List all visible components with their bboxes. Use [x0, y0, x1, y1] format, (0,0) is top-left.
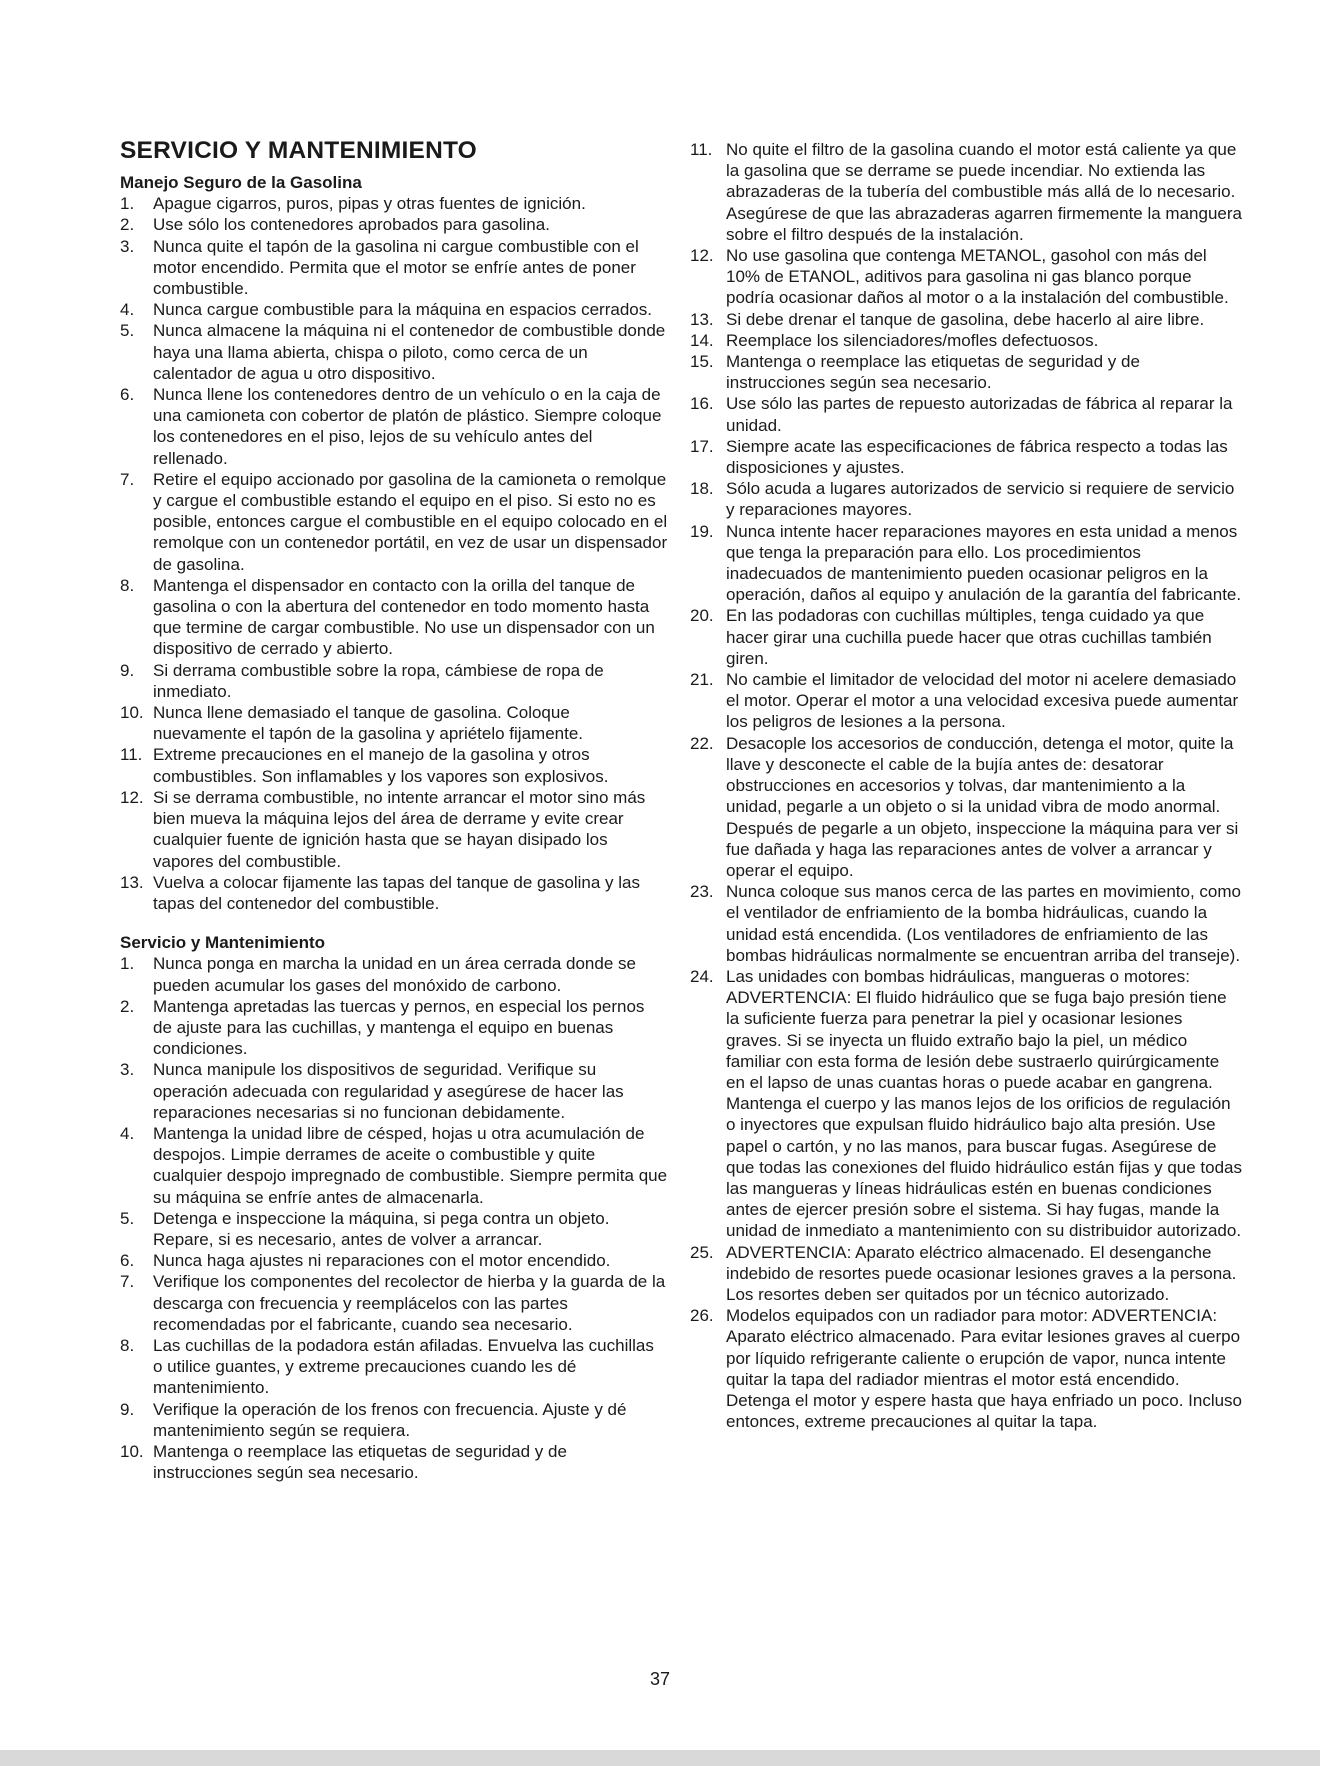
item-number: 11. — [690, 140, 713, 159]
fuel-section-heading: Manejo Seguro de la Gasolina — [120, 173, 362, 192]
item-text: Verifique la operación de los frenos con frecuencia. Ajuste y dé mantenimiento según se requiera. — [153, 1399, 627, 1440]
list-item — [690, 1305, 1242, 1432]
item-number: 17. — [690, 436, 714, 456]
item-number: 12. — [120, 787, 144, 807]
item-number: 8. — [120, 1335, 135, 1355]
service-section-heading: Servicio y Mantenimiento — [120, 933, 325, 953]
item-text: Reemplace los silenciadores/mofles defectuosos. — [726, 330, 1099, 350]
list-item — [120, 193, 668, 214]
list-item — [690, 245, 1242, 309]
item-text: Mantenga apretadas las tuercas y pernos, en especial los pernos de ajuste para las cuchillas, y mantenga el equipo en buenas condiciones. — [153, 996, 645, 1059]
item-text: Nunca llene los contenedores dentro de un vehículo o en la caja de una camioneta con cobertor de platón de plástico. Siempre coloque los contenedores en el piso, lejos de su vehículo antes del rellenado. — [153, 385, 662, 468]
item-text: Mantenga el dispensador en contacto con la orilla del tanque de gasolina o con la abertura del contenedor en todo momento hasta que termine de cargar combustible. No use un dispensador con un dispositivo de cerrado y abierto. — [153, 575, 655, 659]
item-number: 26. — [690, 1306, 714, 1326]
list-item — [120, 953, 668, 995]
item-text: Detenga e inspeccione la máquina, si pega contra un objeto. Repare, si es necesario, antes de volver a arrancar. — [153, 1208, 610, 1249]
item-number: 6. — [120, 385, 135, 405]
item-number: 25. — [690, 1242, 714, 1262]
item-number: 7. — [120, 1272, 135, 1292]
list-item — [690, 881, 1242, 966]
list-item — [690, 139, 1242, 245]
list-item — [120, 1208, 668, 1250]
list-item — [120, 214, 668, 235]
item-text: Verifique los componentes del recolector de hierba y la guarda de la descarga con frecuencia y reemplácelos con las partes recomendadas por el fabricante, cuando sea necesario. — [153, 1272, 666, 1334]
item-text: Use sólo los contenedores aprobados para gasolina. — [153, 215, 550, 235]
item-number: 5. — [120, 321, 135, 341]
item-number: 14. — [690, 330, 714, 350]
item-text: Nunca intente hacer reparaciones mayores en esta unidad a menos que tenga la preparación para ello. Los procedimientos inadecuados de mantenimiento pueden ocasionar peligros en la operación, daños al equipo y anulación de la garantía del fabricante. — [726, 521, 1242, 605]
item-text: No quite el filtro de la gasolina cuando el motor está caliente ya que la gasolina que se derrame se puede incendiar. No extienda las abrazaderas de la tubería del combustible más allá de lo necesario. Asegúrese de que las abrazaderas agarren firmemente la manguera sobre el filtro después de la instalación. — [726, 140, 1242, 244]
list-item — [120, 1250, 668, 1271]
list-item — [690, 521, 1242, 606]
list-item — [690, 351, 1242, 393]
item-number: 20. — [690, 606, 714, 626]
bottom-scan-border — [0, 1750, 1320, 1766]
item-text: Sólo acuda a lugares autorizados de servicio si requiere de servicio y reparaciones mayores. — [726, 479, 1235, 520]
item-number: 13. — [120, 872, 144, 892]
item-number: 23. — [690, 882, 714, 902]
item-number: 3. — [120, 1060, 135, 1080]
left-column — [120, 172, 668, 1483]
item-text: Modelos equipados con un radiador para motor: ADVERTENCIA: Aparato eléctrico almacenado. Para evitar lesiones graves al cuerpo por líquido refrigerante caliente o erupción de vapor, nunca intente quitar la tapa del radiador mientras el motor está encendido. Detenga el motor y espere hasta que haya enfriado un poco. Incluso entonces, extreme precauciones al quitar la tapa. — [726, 1306, 1243, 1432]
item-text: No cambie el limitador de velocidad del motor ni acelere demasiado el motor. Operar el motor a una velocidad excesiva puede aumentar los peligros de lesiones a la persona. — [726, 670, 1239, 732]
item-text: Retire el equipo accionado por gasolina de la camioneta o remolque y cargue el combustible estando el equipo en el piso. Si esto no es posible, entonces cargue el combustible en el equipo colocado en el remolque con un contenedor portátil, en vez de usar un dispensador de gasolina. — [153, 469, 668, 574]
item-text: Si derrama combustible sobre la ropa, cámbiese de ropa de inmediato. — [153, 660, 604, 701]
list-item — [120, 787, 668, 872]
list-item — [120, 744, 668, 786]
item-text: Si debe drenar el tanque de gasolina, debe hacerlo al aire libre. — [726, 309, 1205, 329]
item-text: En las podadoras con cuchillas múltiples, tenga cuidado ya que hacer girar una cuchilla puede hacer que otras cuchillas también giren. — [726, 606, 1212, 668]
item-text: Nunca coloque sus manos cerca de las partes en movimiento, como el ventilador de enfriamiento de la bomba hidráulicas, cuando la unidad está encendida. (Los ventiladores de enfriamiento de las bombas hidráulicas normalmente se encuentran arriba del transeje). — [726, 882, 1241, 965]
list-item — [690, 733, 1242, 881]
item-text: Mantenga la unidad libre de césped, hojas u otra acumulación de despojos. Limpie derrames de aceite o combustible y quite cualquier despojo impregnado de combustible. Siempre permita que su máquina se enfríe antes de almacenarla. — [153, 1123, 668, 1207]
item-text: Si se derrama combustible, no intente arrancar el motor sino más bien mueva la máquina lejos del área de derrame y evite crear cualquier fuente de ignición hasta que se hayan disipado los vapores del combustible. — [153, 787, 646, 871]
item-number: 9. — [120, 1399, 135, 1419]
list-item — [690, 1242, 1242, 1306]
item-number: 11. — [120, 745, 143, 765]
item-number: 9. — [120, 660, 135, 680]
list-item — [120, 996, 668, 1060]
item-number: 6. — [120, 1251, 135, 1271]
list-item — [120, 1399, 668, 1441]
item-text: Nunca manipule los dispositivos de seguridad. Verifique su operación adecuada con regularidad y asegúrese de hacer las reparaciones necesarias si no funcionan debidamente. — [153, 1060, 624, 1122]
list-item — [690, 393, 1242, 435]
list-item — [120, 1123, 668, 1208]
list-item — [690, 669, 1242, 733]
item-text: Vuelva a colocar fijamente las tapas del tanque de gasolina y las tapas del contenedor del combustible. — [153, 872, 641, 913]
service-list-continued — [690, 139, 1242, 1432]
item-text: Siempre acate las especificaciones de fábrica respecto a todas las disposiciones y ajustes. — [726, 436, 1228, 478]
item-text: Nunca quite el tapón de la gasolina ni cargue combustible con el motor encendido. Permita que el motor se enfríe antes de poner combustible. — [153, 236, 639, 299]
item-number: 7. — [120, 469, 135, 489]
item-number: 16. — [690, 394, 714, 414]
item-number: 10. — [120, 1441, 144, 1461]
item-number: 15. — [690, 352, 714, 372]
item-number: 18. — [690, 479, 714, 499]
right-column — [690, 139, 1242, 1432]
item-text: Nunca ponga en marcha la unidad en un área cerrada donde se pueden acumular los gases del monóxido de carbono. — [153, 954, 636, 995]
item-text: Nunca haga ajustes ni reparaciones con el motor encendido. — [153, 1251, 611, 1271]
item-number: 2. — [120, 215, 135, 235]
item-text: Apague cigarros, puros, pipas y otras fuentes de ignición. — [153, 194, 586, 214]
list-item — [120, 702, 668, 744]
fuel-safety-list — [120, 193, 668, 914]
item-number: 22. — [690, 733, 714, 753]
list-item — [120, 320, 668, 384]
list-item — [120, 1335, 668, 1399]
item-text: Extreme precauciones en el manejo de la gasolina y otros combustibles. Son inflamables y los vapores son explosivos. — [153, 745, 609, 786]
item-number: 4. — [120, 1123, 135, 1143]
list-item — [690, 605, 1242, 669]
item-number: 21. — [690, 670, 714, 690]
list-item — [120, 1441, 668, 1483]
item-number: 3. — [120, 236, 135, 256]
item-number: 8. — [120, 575, 135, 595]
item-text: Las unidades con bombas hidráulicas, mangueras o motores: ADVERTENCIA: El fluido hidráulico que se fuga bajo presión tiene la suficiente fuerza para penetrar la piel y ocasionar lesiones graves. Si se inyecta un fluido extraño bajo la piel, un médico familiar con esta forma de lesión debe sustraerlo quirúrgicamente en el lapso de unas cuantas horas o puede acabar en gangrena. Mantenga el cuerpo y las manos lejos de los orificios de regulación o inyectores que expulsan fluido hidráulico bajo alta presión. Use papel o cartón, y no las manos, para buscar fugas. Asegúrese de que todas las conexiones del fluido hidráulico están fijas y que todas las mangueras y líneas hidráulicas estén en buenas condiciones antes de ejercer presión sobre el sistema. Si hay fugas, mande la unidad de inmediato a mantenimiento con su distribuidor autorizado. — [726, 966, 1243, 1241]
item-text: Mantenga o reemplace las etiquetas de seguridad y de instrucciones según sea necesario. — [153, 1441, 567, 1483]
item-number: 12. — [690, 246, 714, 266]
list-item — [120, 575, 668, 660]
item-text: Nunca cargue combustible para la máquina en espacios cerrados. — [153, 300, 652, 320]
list-item — [120, 1059, 668, 1123]
list-item — [120, 872, 668, 914]
item-number: 4. — [120, 300, 135, 320]
item-text: ADVERTENCIA: Aparato eléctrico almacenado. El desenganche indebido de resortes puede ocasionar lesiones graves a la persona. Los resortes deben ser quitados por un técnico autorizado. — [726, 1242, 1237, 1304]
item-text: No use gasolina que contenga METANOL, gasohol con más del 10% de ETANOL, aditivos para gasolina ni gas blanco porque podría ocasionar daños al motor o a la instalación del combustible. — [726, 246, 1229, 308]
service-list — [120, 953, 668, 1483]
list-item — [690, 330, 1242, 351]
list-item — [120, 660, 668, 702]
list-item — [690, 309, 1242, 330]
list-item — [690, 966, 1242, 1242]
page-title: SERVICIO Y MANTENIMIENTO — [120, 137, 477, 164]
list-item — [120, 1271, 668, 1335]
item-number: 13. — [690, 309, 714, 329]
list-item — [690, 478, 1242, 520]
item-number: 1. — [120, 954, 135, 974]
item-text: Nunca almacene la máquina ni el contenedor de combustible donde haya una llama abierta, chispa o piloto, como cerca de un calentador de agua u otro dispositivo. — [153, 321, 666, 383]
item-text: Mantenga o reemplace las etiquetas de seguridad y de instrucciones según sea necesario. — [726, 352, 1140, 393]
item-text: Use sólo las partes de repuesto autorizadas de fábrica al reparar la unidad. — [726, 394, 1233, 435]
item-number: 24. — [690, 966, 714, 986]
item-number: 1. — [120, 194, 135, 214]
page-number: 37 — [649, 1669, 671, 1689]
item-text: Desacople los accesorios de conducción, detenga el motor, quite la llave y desconecte el cable de la bujía antes de: desatorar obstrucciones en accesorios y tolvas, dar mantenimiento a la unidad, pegarle a un objeto o si la unidad vibra de modo anormal. Después de pegarle a un objeto, inspeccione la máquina para ver si fue dañada y haga las reparaciones antes de volver a arrancar y operar el equipo. — [726, 733, 1239, 880]
item-number: 2. — [120, 996, 135, 1016]
list-item — [120, 299, 668, 320]
list-item — [120, 384, 668, 469]
item-text: Las cuchillas de la podadora están afiladas. Envuelva las cuchillas o utilice guantes, y extreme precauciones cuando les dé mantenimiento. — [153, 1335, 654, 1398]
list-item — [690, 436, 1242, 478]
list-item — [120, 469, 668, 575]
list-item — [120, 236, 668, 300]
item-number: 19. — [690, 521, 714, 541]
item-number: 10. — [120, 703, 144, 723]
item-number: 5. — [120, 1208, 135, 1228]
item-text: Nunca llene demasiado el tanque de gasolina. Coloque nuevamente el tapón de la gasolina y apriételo fijamente. — [153, 703, 584, 744]
